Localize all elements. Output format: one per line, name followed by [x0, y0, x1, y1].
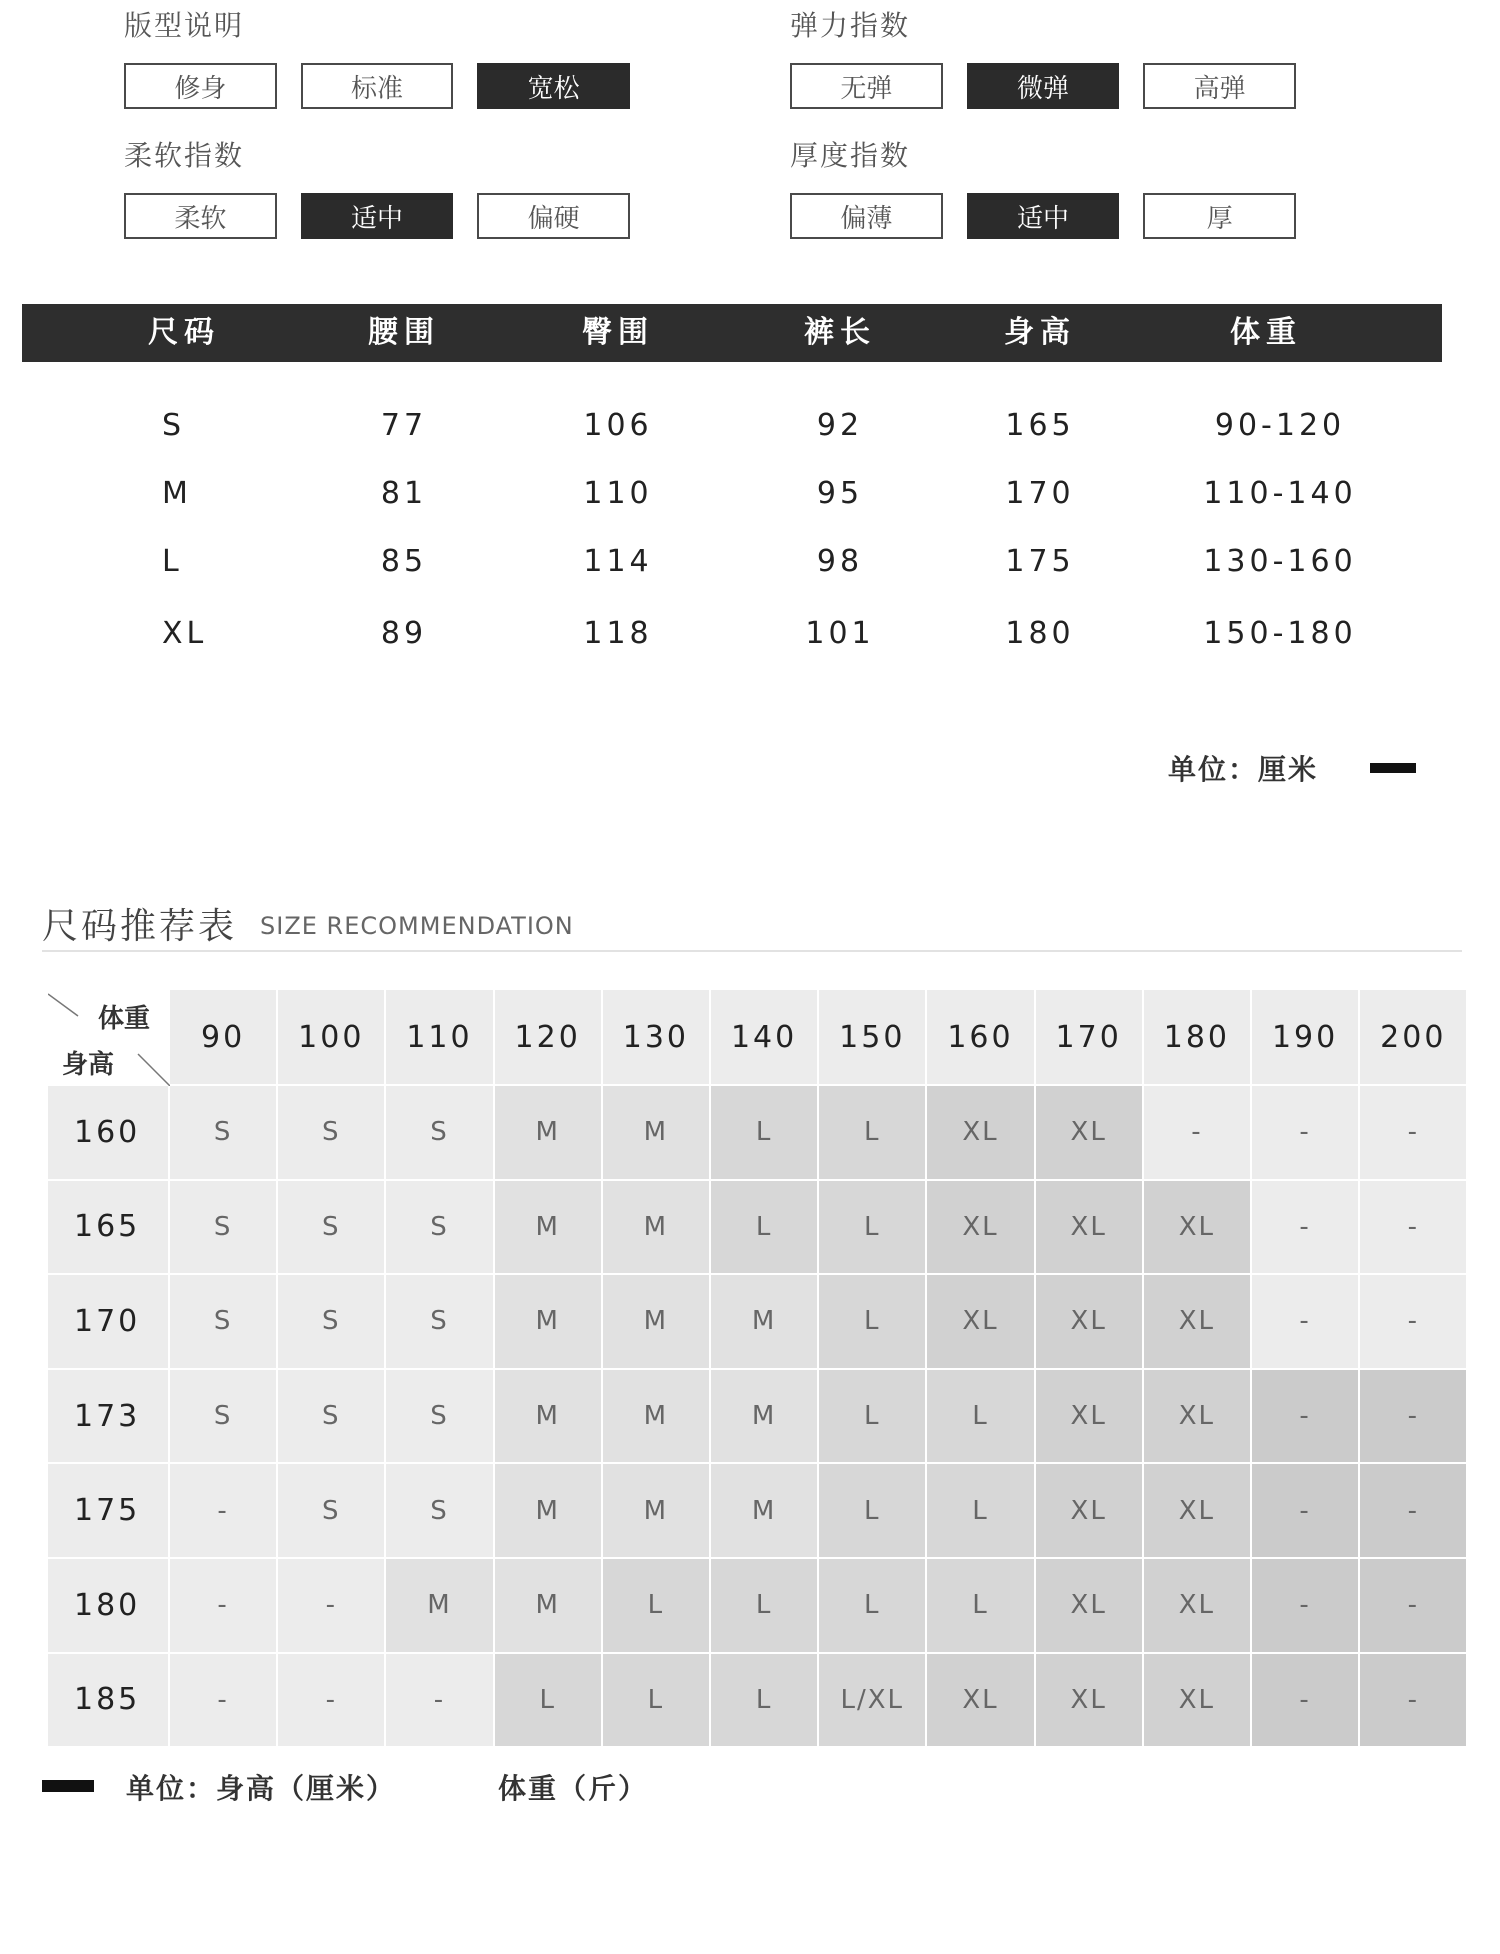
size-recommendation-cell: S [386, 1181, 494, 1276]
size-recommendation-cell: M [495, 1464, 603, 1559]
size-recommendation-cell: - [1360, 1464, 1468, 1559]
size-recommendation-cell: - [170, 1654, 278, 1749]
size-table-cell: 118 [583, 616, 653, 651]
size-table-cell: 77 [380, 408, 428, 443]
attr-options [790, 63, 1320, 109]
attr-title: 弹力指数 [790, 9, 911, 42]
weight-header: 190 [1252, 990, 1360, 1086]
size-recommendation-cell: L [927, 1370, 1035, 1465]
weight-header: 100 [278, 990, 386, 1086]
size-recommendation-cell: - [1360, 1181, 1468, 1276]
size-recommendation-cell: M [603, 1275, 711, 1370]
size-table-cell: M [162, 476, 192, 511]
size-recommendation-cell: - [1252, 1275, 1360, 1370]
attr-options [790, 193, 1320, 239]
size-recommendation-cell: M [495, 1559, 603, 1654]
size-recommendation-cell: M [495, 1086, 603, 1181]
attr-group-fit [124, 6, 654, 109]
size-recommendation-cell: L [711, 1559, 819, 1654]
size-recommendation-cell: XL [927, 1654, 1035, 1749]
size-recommendation-cell: XL [1036, 1559, 1144, 1654]
attr-options [124, 63, 654, 109]
size-table-cell: 110 [583, 476, 653, 511]
size-table-cell: 130-160 [1203, 544, 1357, 579]
attr-title: 厚度指数 [790, 139, 911, 172]
size-recommendation-cell: S [278, 1464, 386, 1559]
size-recommendation-cell: S [170, 1086, 278, 1181]
size-recommendation-cell: M [711, 1464, 819, 1559]
size-table-cell: S [162, 408, 186, 443]
fit-option-slim[interactable]: 修身 [124, 63, 277, 109]
size-recommendation-cell: S [386, 1086, 494, 1181]
size-recommendation-cell: S [170, 1370, 278, 1465]
recommendation-subtitle: SIZE RECOMMENDATION [260, 912, 574, 940]
size-recommendation-cell: M [603, 1086, 711, 1181]
weight-header: 180 [1144, 990, 1252, 1086]
size-table-cell: 170 [1005, 476, 1075, 511]
weight-header: 140 [711, 990, 819, 1086]
size-recommendation-cell: S [278, 1275, 386, 1370]
thickness-option-medium[interactable]: 适中 [967, 193, 1120, 239]
header-waist: 腰围 [368, 315, 440, 350]
height-row-header: 180 [48, 1559, 170, 1654]
elasticity-option-high[interactable]: 高弹 [1143, 63, 1296, 109]
size-recommendation-cell: M [495, 1181, 603, 1276]
size-recommendation-cell: XL [1144, 1559, 1252, 1654]
header-weight: 体重 [1230, 315, 1302, 350]
size-table-cell: 165 [1005, 408, 1075, 443]
size-recommendation-cell: XL [927, 1275, 1035, 1370]
size-unit-note: 单位：厘米 [1168, 753, 1319, 786]
height-row-header: 160 [48, 1086, 170, 1181]
weight-header: 120 [495, 990, 603, 1086]
size-table-cell: 85 [380, 544, 428, 579]
size-recommendation-cell: S [170, 1181, 278, 1276]
weight-header: 130 [603, 990, 711, 1086]
weight-header: 160 [927, 990, 1035, 1086]
height-row-header: 170 [48, 1275, 170, 1370]
size-table-cell: 90-120 [1214, 408, 1346, 443]
size-table-cell: 150-180 [1203, 616, 1357, 651]
size-table-cell: 114 [583, 544, 653, 579]
softness-option-medium[interactable]: 适中 [301, 193, 454, 239]
height-row-header: 173 [48, 1370, 170, 1465]
size-recommendation-cell: - [278, 1654, 386, 1749]
size-recommendation-cell: XL [1144, 1464, 1252, 1559]
attr-title: 版型说明 [124, 9, 245, 42]
size-recommendation-cell: - [1360, 1654, 1468, 1749]
size-table-cell: 98 [816, 544, 864, 579]
thickness-option-thin[interactable]: 偏薄 [790, 193, 943, 239]
size-table-cell: 180 [1005, 616, 1075, 651]
legend-unit-height: 单位：身高（厘米） [126, 1772, 397, 1805]
size-recommendation-cell: - [1144, 1086, 1252, 1181]
size-recommendation-cell: L [819, 1086, 927, 1181]
weight-header: 110 [386, 990, 494, 1086]
size-recommendation-cell: XL [927, 1181, 1035, 1276]
size-recommendation-cell: XL [1036, 1275, 1144, 1370]
thickness-option-thick[interactable]: 厚 [1143, 193, 1296, 239]
size-recommendation-cell: S [278, 1370, 386, 1465]
elasticity-option-none[interactable]: 无弹 [790, 63, 943, 109]
header-length: 裤长 [804, 315, 876, 350]
softness-option-soft[interactable]: 柔软 [124, 193, 277, 239]
grid-corner [48, 990, 170, 1086]
size-table-cell: 106 [583, 408, 653, 443]
unit-bar-decoration [1370, 763, 1416, 773]
size-table-cell: 101 [805, 616, 875, 651]
size-recommendation-cell: L/XL [819, 1654, 927, 1749]
header-hip: 臀围 [582, 315, 654, 350]
size-recommendation-cell: XL [1036, 1086, 1144, 1181]
size-recommendation-cell: - [1252, 1464, 1360, 1559]
size-recommendation-cell: S [386, 1275, 494, 1370]
size-recommendation-cell: XL [1036, 1181, 1144, 1276]
size-recommendation-cell: S [386, 1370, 494, 1465]
size-recommendation-cell: S [278, 1181, 386, 1276]
weight-header: 170 [1036, 990, 1144, 1086]
size-recommendation-cell: M [495, 1275, 603, 1370]
size-recommendation-cell: - [170, 1559, 278, 1654]
size-recommendation-cell: L [495, 1654, 603, 1749]
weight-header: 90 [170, 990, 278, 1086]
height-row-header: 185 [48, 1654, 170, 1749]
attr-group-thickness [790, 136, 1320, 239]
header-height: 身高 [1004, 315, 1076, 350]
attr-group-elasticity [790, 6, 1320, 109]
size-recommendation-cell: - [1252, 1654, 1360, 1749]
recommendation-title: 尺码推荐表 [42, 906, 238, 947]
size-recommendation-cell: L [819, 1275, 927, 1370]
weight-header: 200 [1360, 990, 1468, 1086]
size-recommendation-cell: L [711, 1086, 819, 1181]
size-recommendation-cell: XL [927, 1086, 1035, 1181]
size-recommendation-cell: M [386, 1559, 494, 1654]
size-recommendation-cell: - [1252, 1370, 1360, 1465]
size-recommendation-cell: M [711, 1370, 819, 1465]
size-recommendation-cell: L [603, 1559, 711, 1654]
size-recommendation-cell: - [1252, 1181, 1360, 1276]
size-recommendation-cell: L [711, 1181, 819, 1276]
size-recommendation-cell: L [819, 1559, 927, 1654]
corner-height-label: 身高 [62, 1050, 115, 1080]
size-table-cell: L [162, 544, 183, 579]
size-recommendation-cell: M [711, 1275, 819, 1370]
size-recommendation-cell: XL [1144, 1275, 1252, 1370]
elasticity-option-slight[interactable]: 微弹 [967, 63, 1120, 109]
header-size: 尺码 [148, 315, 220, 350]
size-recommendation-cell: L [819, 1464, 927, 1559]
weight-header: 150 [819, 990, 927, 1086]
size-table-cell: 89 [380, 616, 428, 651]
size-recommendation-cell: S [170, 1275, 278, 1370]
size-recommendation-cell: - [1360, 1370, 1468, 1465]
divider [42, 950, 1462, 952]
size-recommendation-cell: XL [1144, 1370, 1252, 1465]
size-recommendation-cell: - [1252, 1559, 1360, 1654]
size-recommendation-cell: - [1360, 1086, 1468, 1181]
height-row-header: 165 [48, 1181, 170, 1276]
size-recommendation-cell: XL [1036, 1370, 1144, 1465]
size-table-cell: 81 [380, 476, 428, 511]
size-recommendation-cell: - [1360, 1559, 1468, 1654]
size-table-header [22, 304, 1442, 362]
legend-bar-decoration [42, 1780, 94, 1792]
size-table-cell: 95 [816, 476, 864, 511]
legend-unit-weight: 体重（斤） [498, 1772, 649, 1805]
size-table-cell: 92 [816, 408, 864, 443]
size-table-cell: 175 [1005, 544, 1075, 579]
size-recommendation-cell: L [927, 1464, 1035, 1559]
attr-options [124, 193, 654, 239]
size-recommendation-cell: S [278, 1086, 386, 1181]
size-recommendation-cell: L [819, 1181, 927, 1276]
size-recommendation-cell: - [1360, 1275, 1468, 1370]
size-recommendation-cell: - [386, 1654, 494, 1749]
size-recommendation-cell: - [170, 1464, 278, 1559]
size-recommendation-cell: L [711, 1654, 819, 1749]
height-row-header: 175 [48, 1464, 170, 1559]
size-table-cell: XL [162, 616, 208, 651]
size-table-cell: 110-140 [1203, 476, 1357, 511]
size-recommendation-cell: XL [1144, 1181, 1252, 1276]
fit-option-loose[interactable]: 宽松 [477, 63, 630, 109]
fit-option-standard[interactable]: 标准 [301, 63, 454, 109]
size-recommendation-cell: - [278, 1559, 386, 1654]
size-recommendation-cell: S [386, 1464, 494, 1559]
attr-title: 柔软指数 [124, 139, 245, 172]
corner-weight-label: 体重 [98, 1004, 151, 1034]
softness-option-hard[interactable]: 偏硬 [477, 193, 630, 239]
size-recommendation-cell: M [495, 1370, 603, 1465]
size-recommendation-cell: L [927, 1559, 1035, 1654]
attr-group-softness [124, 136, 654, 239]
size-recommendation-cell: XL [1036, 1654, 1144, 1749]
size-recommendation-cell: M [603, 1370, 711, 1465]
size-recommendation-cell: M [603, 1181, 711, 1276]
size-recommendation-cell: XL [1036, 1464, 1144, 1559]
size-recommendation-cell: L [603, 1654, 711, 1749]
size-recommendation-cell: M [603, 1464, 711, 1559]
size-recommendation-cell: L [819, 1370, 927, 1465]
size-recommendation-cell: XL [1144, 1654, 1252, 1749]
recommendation-grid [48, 990, 1468, 1748]
size-recommendation-cell: - [1252, 1086, 1360, 1181]
